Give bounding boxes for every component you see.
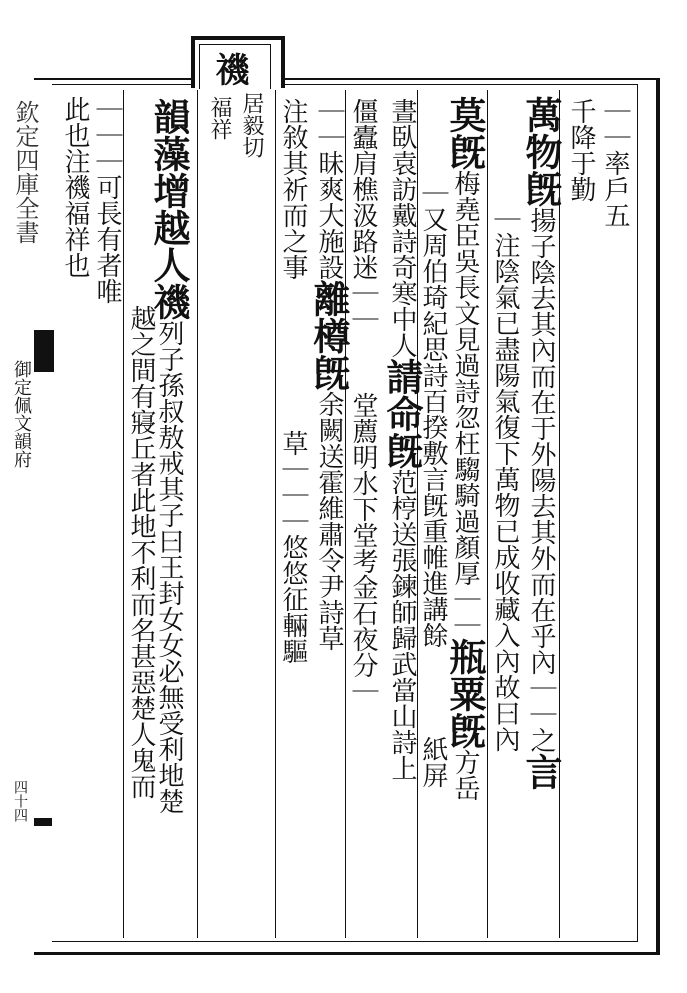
entry-term: 莫旣: [443, 96, 487, 170]
page-number: 四十四: [12, 780, 28, 822]
entry-term: 言: [519, 753, 563, 790]
text-run: 注敘其祈而之事: [278, 98, 308, 280]
column-divider: [197, 90, 198, 938]
text-run: 范梈送張鍊師歸武當山詩上: [387, 469, 417, 781]
text-column: [443, 96, 487, 801]
text-run: 僵蠹肩樵汲路迷｜｜: [348, 98, 378, 332]
text-column: [62, 96, 88, 278]
column-divider: [123, 90, 124, 938]
column-divider: [275, 90, 276, 938]
text-run: 堂薦明水下堂考金石夜分｜: [348, 392, 378, 704]
text-run: 此也注禨福祥也: [60, 96, 90, 278]
text-run: 列子孫叔敖戒其子曰王封女女必無受利地楚: [154, 320, 184, 814]
text-run: ｜｜昧爽大施設: [314, 98, 344, 280]
text-column: [350, 98, 376, 704]
book-title: 欽定四庫全書: [11, 100, 39, 244]
text-run: ｜｜｜可長有者唯: [92, 96, 122, 304]
text-run: ｜又周伯琦紀思詩百揆敷言旣重帷進講餘: [418, 180, 448, 648]
text-column: [519, 96, 563, 790]
text-run: 余闕送霍維肅令尹詩草: [314, 391, 344, 651]
column-divider: [559, 90, 560, 938]
text-column: [492, 206, 518, 752]
text-run: 越之間有寢丘者此地不利而名甚惡楚人鬼而: [126, 305, 156, 799]
text-run: 方岳: [450, 749, 480, 801]
volume-title: 御定佩文韻府: [11, 360, 32, 468]
text-run: ｜注陰氣已盡陽氣復下萬物已成收藏入內故曰內: [490, 206, 520, 752]
margin-black-band: [34, 330, 54, 372]
text-run: 紙屏: [418, 736, 448, 788]
entry-term: 離樽旣: [307, 280, 351, 391]
margin-black-mark: [34, 818, 52, 826]
text-run: 草｜｜｜悠悠征輛驅: [278, 430, 308, 664]
entry-term: 請命旣: [380, 358, 424, 469]
entry-term: 韻藻增越人禨: [147, 98, 191, 320]
text-column: [568, 98, 594, 202]
head-character: 禨: [209, 52, 249, 86]
text-run: 晝臥袁訪戴詩奇寒中人: [387, 98, 417, 358]
text-run: 千降于勤: [566, 98, 596, 202]
column-divider: [487, 90, 488, 938]
text-column: [307, 98, 351, 651]
entry-term: 瓶粟旣: [443, 638, 487, 749]
head-gloss: 福祥: [207, 96, 232, 140]
text-run: ｜｜率戶五: [600, 98, 630, 228]
text-column: [94, 96, 120, 304]
text-column: [280, 98, 306, 664]
head-pronunciation: 居毅切: [239, 92, 264, 158]
text-column: [602, 98, 628, 228]
entry-term: 萬物旣: [519, 96, 563, 207]
text-run: 揚子陰去其內而在于外陽去其外而在乎內｜｜之: [526, 207, 556, 753]
text-run: 梅堯臣吳長文見過詩忽枉騶騎過顏厚｜｜: [450, 170, 480, 638]
text-column: [420, 180, 446, 788]
text-column: [128, 305, 154, 799]
text-column: [380, 98, 424, 781]
